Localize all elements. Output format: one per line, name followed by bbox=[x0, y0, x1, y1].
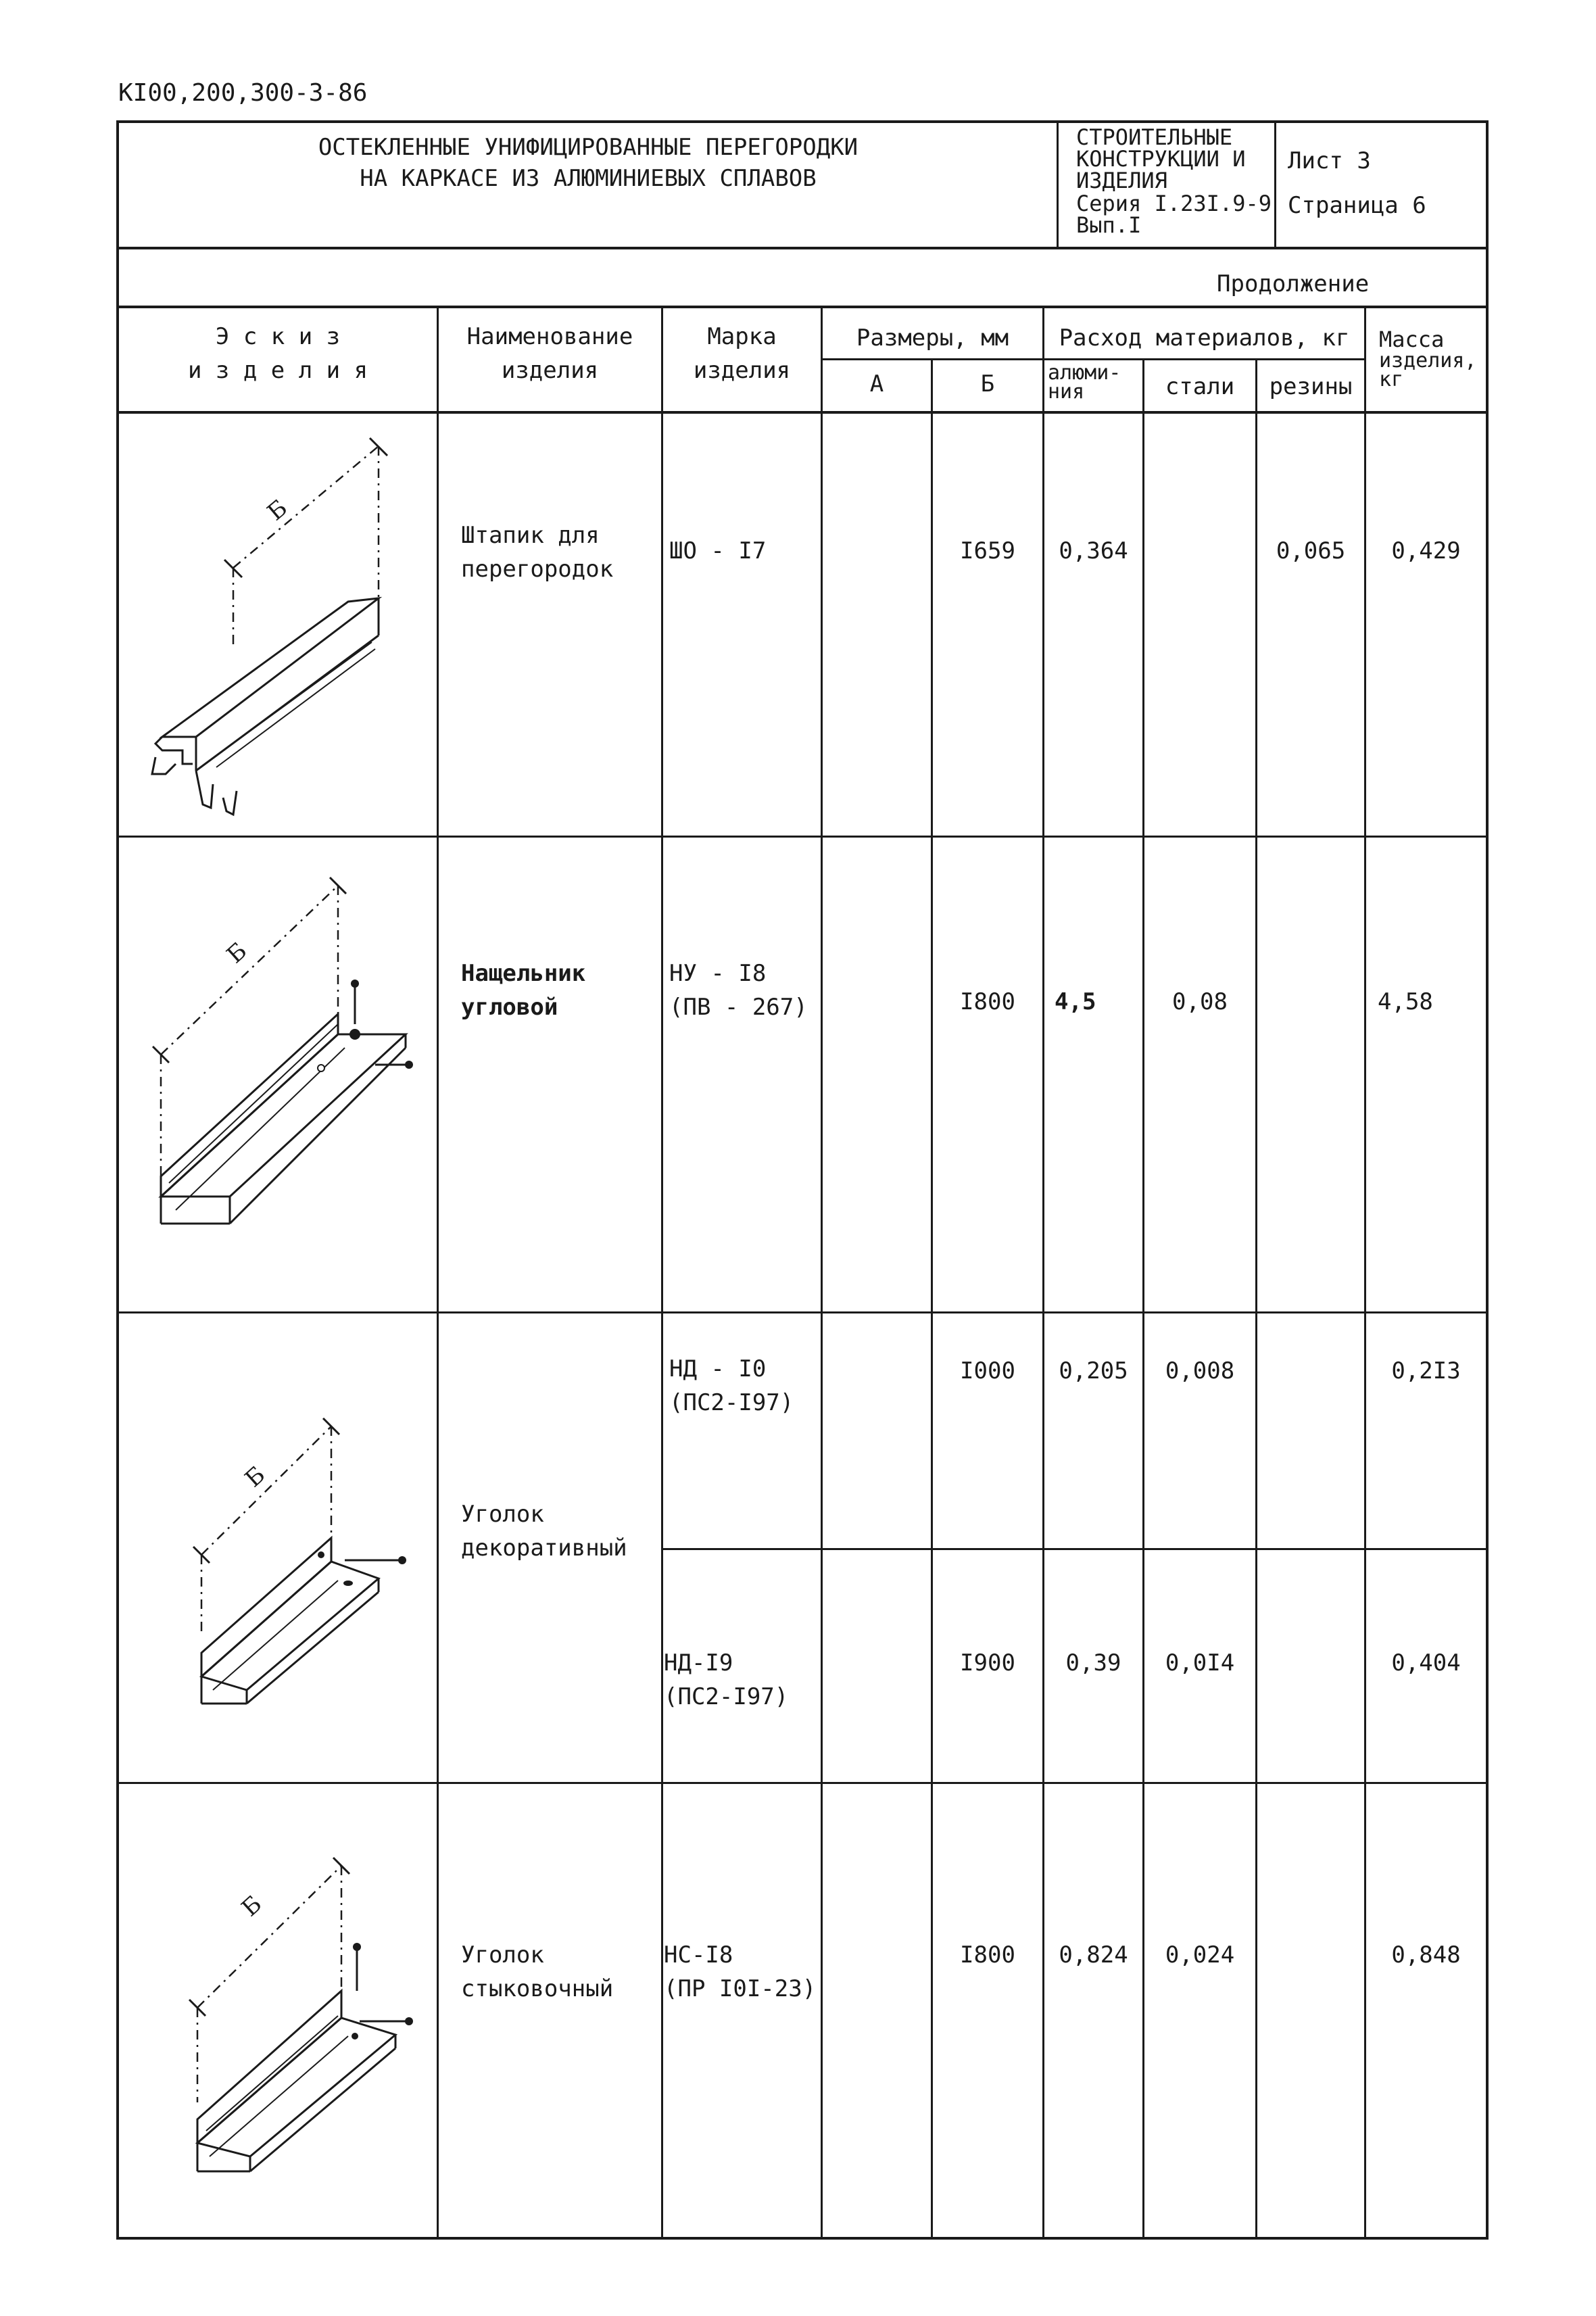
row4-aluminium: 0,39 bbox=[1065, 1649, 1121, 1676]
row5-steel: 0,024 bbox=[1165, 1941, 1235, 1969]
category-line-1: СТРОИТЕЛЬНЫЕ bbox=[1076, 124, 1233, 150]
category-line-2: КОНСТРУКЦИИ И bbox=[1076, 146, 1246, 172]
row-sep-1 bbox=[116, 836, 1489, 838]
row4-dim-b: I900 bbox=[960, 1649, 1015, 1676]
row4-steel: 0,0I4 bbox=[1165, 1649, 1235, 1676]
row1-mass: 0,429 bbox=[1391, 537, 1461, 564]
row1-aluminium: 0,364 bbox=[1059, 537, 1128, 564]
header-steel: стали bbox=[1165, 373, 1235, 400]
row3-aluminium: 0,205 bbox=[1059, 1357, 1128, 1384]
col-sep-name bbox=[661, 306, 663, 2238]
header-mark-1: Марка bbox=[707, 323, 777, 350]
header-name-2: изделия bbox=[501, 357, 599, 384]
row2-steel: 0,08 bbox=[1172, 988, 1228, 1015]
col-sep-sketch bbox=[437, 306, 439, 2238]
sketch-joining-angle bbox=[183, 1839, 426, 2190]
document-code: КI00,200,300-3-86 bbox=[118, 79, 368, 107]
sketch-decorative-angle bbox=[183, 1406, 426, 1717]
header-mass-2: изделия, bbox=[1379, 349, 1477, 372]
header-dimensions: Размеры, мм bbox=[856, 324, 1009, 352]
row2-dim-b: I800 bbox=[960, 988, 1015, 1015]
row3-mark-1: НД - I0 bbox=[669, 1355, 767, 1382]
header-mark-2: изделия bbox=[693, 357, 791, 384]
col-sep-steel bbox=[1255, 358, 1257, 2238]
row3-name-1: Уголок bbox=[461, 1501, 544, 1528]
row2-name-1: Нащельник bbox=[461, 960, 586, 987]
title-divider-1 bbox=[1057, 120, 1059, 248]
header-aluminium-1: алюми- bbox=[1048, 361, 1121, 385]
col-sep-mark bbox=[821, 306, 823, 2238]
header-name-1: Наименование bbox=[466, 323, 633, 350]
page-label: Страница 6 bbox=[1288, 192, 1426, 219]
row5-aluminium: 0,824 bbox=[1059, 1941, 1128, 1969]
series-label: Серия I.23I.9-9 bbox=[1076, 191, 1272, 216]
sheet-label: Лист 3 bbox=[1288, 147, 1371, 174]
header-materials: Расход материалов, кг bbox=[1059, 324, 1350, 352]
row4-mark-2: (ПС2-I97) bbox=[664, 1683, 789, 1710]
frame-right bbox=[1486, 120, 1489, 2240]
row2-mark-2: (ПВ - 267) bbox=[669, 994, 808, 1021]
row1-name-1: Штапик для bbox=[461, 522, 600, 549]
row5-mass: 0,848 bbox=[1391, 1941, 1461, 1969]
continuation-line bbox=[116, 306, 1489, 308]
row5-mark-2: (ПР I0I-23) bbox=[664, 1975, 817, 2002]
header-subline-materials bbox=[1042, 358, 1365, 360]
title-frame-top bbox=[116, 120, 1489, 123]
header-sketch-2: и з д е л и я bbox=[187, 357, 368, 384]
header-sketch-1: Э с к и з bbox=[215, 323, 341, 350]
sketch-glazing-bead bbox=[135, 419, 433, 825]
sketch-label-b-4: Б bbox=[236, 1890, 268, 1923]
row4-mark-1: НД-I9 bbox=[664, 1649, 733, 1676]
sketch-corner-strip bbox=[135, 845, 433, 1278]
row3-name-2: декоративный bbox=[461, 1535, 627, 1562]
row5-dim-b: I800 bbox=[960, 1941, 1015, 1969]
header-subline-dims bbox=[821, 358, 1044, 360]
title-divider-2 bbox=[1274, 120, 1276, 248]
row1-mark-1: ШО - I7 bbox=[669, 537, 767, 564]
header-mass-1: Масса bbox=[1379, 327, 1445, 352]
issue-label: Вып.I bbox=[1076, 212, 1142, 238]
header-dim-b: Б bbox=[980, 370, 995, 397]
row3-dim-b: I000 bbox=[960, 1357, 1015, 1384]
row3-mark-2: (ПС2-I97) bbox=[669, 1389, 794, 1416]
row4-mass: 0,404 bbox=[1391, 1649, 1461, 1676]
row-sep-4 bbox=[116, 1782, 1489, 1784]
sketch-label-b-2: Б bbox=[221, 937, 253, 969]
row1-rubber: 0,065 bbox=[1276, 537, 1346, 564]
row3-steel: 0,008 bbox=[1165, 1357, 1235, 1384]
header-rubber: резины bbox=[1269, 373, 1353, 400]
title-line-1: ОСТЕКЛЕННЫЕ УНИФИЦИРОВАННЫЕ ПЕРЕГОРОДКИ bbox=[318, 134, 859, 161]
row2-name-2: угловой bbox=[461, 994, 558, 1021]
row2-aluminium: 4,5 bbox=[1055, 988, 1096, 1015]
row5-name-2: стыковочный bbox=[461, 1975, 614, 2002]
row5-name-1: Уголок bbox=[461, 1941, 544, 1969]
table-bottom bbox=[116, 2237, 1489, 2240]
frame-left bbox=[116, 120, 119, 2240]
row-sep-2 bbox=[116, 1311, 1489, 1313]
header-dim-a: А bbox=[869, 370, 884, 397]
row2-mass: 4,58 bbox=[1378, 988, 1433, 1015]
table-header-bottom bbox=[116, 411, 1489, 414]
category-line-3: ИЗДЕЛИЯ bbox=[1076, 168, 1167, 193]
row1-name-2: перегородок bbox=[461, 556, 614, 583]
row3-mass: 0,2I3 bbox=[1391, 1357, 1461, 1384]
sketch-label-b-1: Б bbox=[262, 494, 293, 527]
title-frame-bottom bbox=[116, 247, 1489, 249]
header-aluminium-2: ния bbox=[1048, 380, 1085, 404]
row5-mark-1: НС-I8 bbox=[664, 1941, 733, 1969]
row1-dim-b: I659 bbox=[960, 537, 1015, 564]
title-line-2: НА КАРКАСЕ ИЗ АЛЮМИНИЕВЫХ СПЛАВОВ bbox=[360, 165, 817, 192]
row2-mark-1: НУ - I8 bbox=[669, 960, 767, 987]
continuation-label: Продолжение bbox=[1217, 270, 1370, 297]
row-sep-3-sub bbox=[661, 1548, 1489, 1550]
sketch-label-b-3: Б bbox=[239, 1461, 271, 1493]
header-mass-3: кг bbox=[1379, 368, 1404, 391]
